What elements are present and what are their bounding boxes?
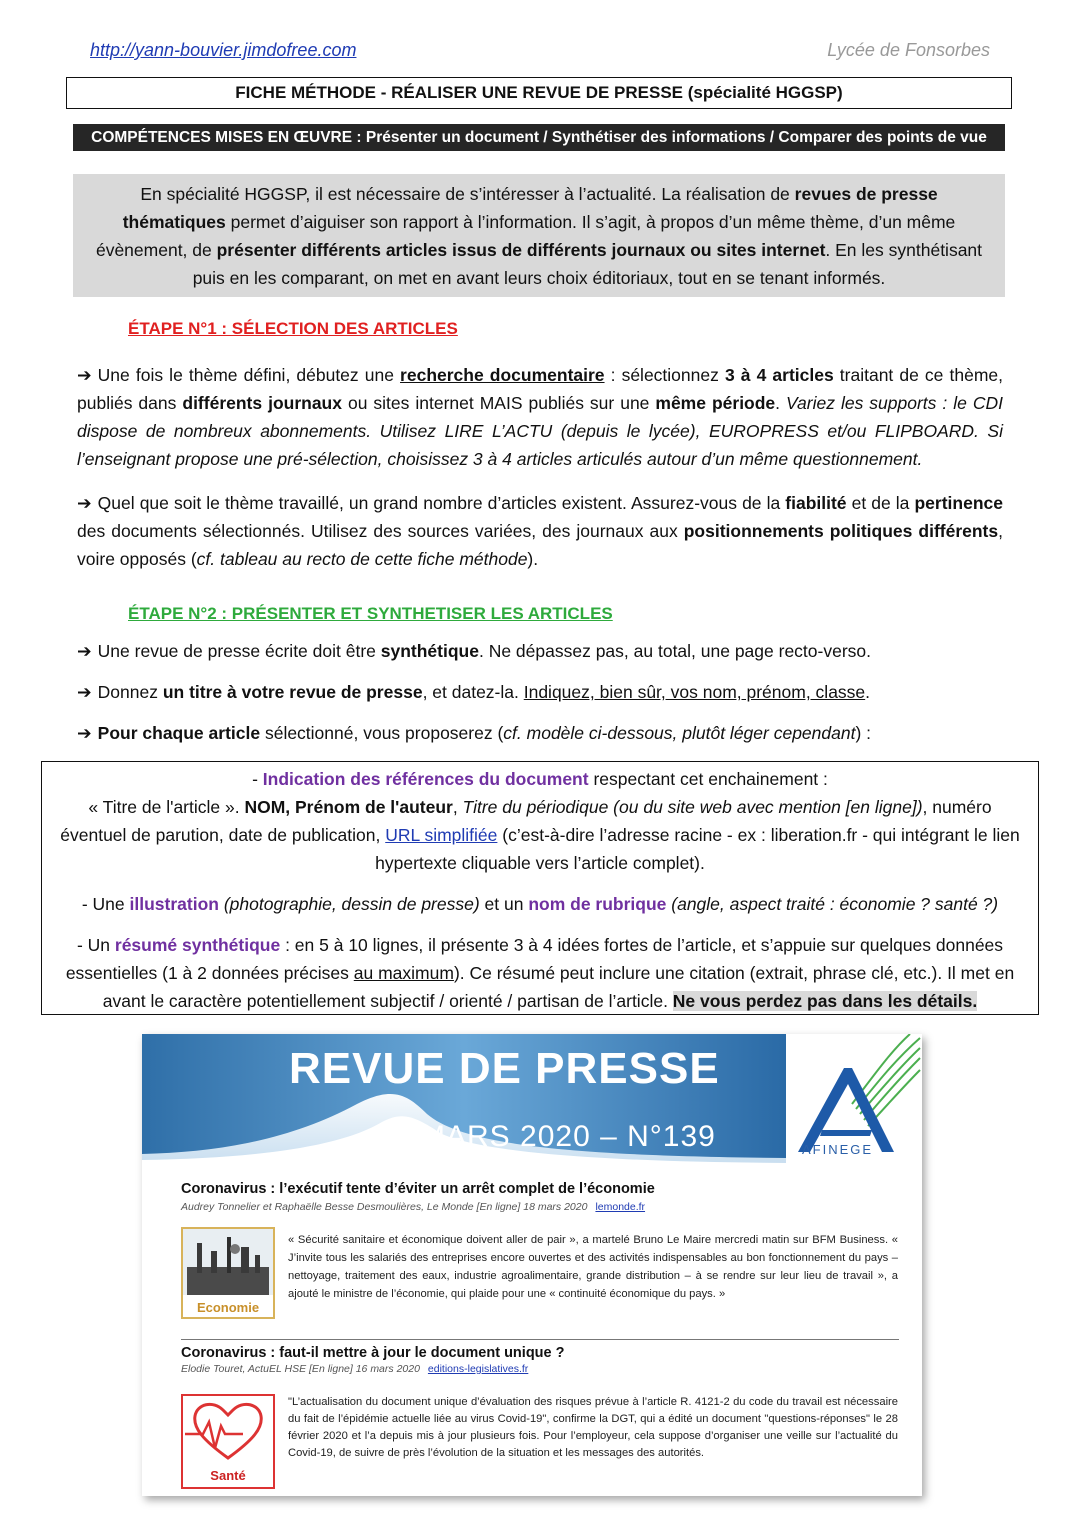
text: (c’est-à-dire l’adresse racine - ex : liberation.fr - qui intégrant le lien hypertexte cliquable vers l’article complet). bbox=[375, 825, 1020, 873]
meta-text: Elodie Touret, ActuEL HSE [En ligne] 16 mars 2020 bbox=[181, 1363, 420, 1375]
text-bold: même période bbox=[655, 393, 776, 413]
text: - Une bbox=[81, 894, 130, 914]
article-2-thumbnail bbox=[181, 1394, 275, 1489]
text: sélectionné, vous proposerez ( bbox=[260, 723, 504, 743]
intro-text: permet d’aiguiser son rapport à l’information. Il s’agit, à propos d’un même thème, d’un même évènement, de bbox=[95, 212, 956, 260]
text-italic: Titre du périodique (ou du site web avec mention [en ligne]) bbox=[462, 797, 923, 817]
article-2-category: Santé bbox=[210, 1468, 246, 1483]
ref-line-1 bbox=[56, 765, 1024, 793]
arrow-icon: ➔ bbox=[77, 682, 92, 702]
text-italic: cf. tableau au recto de cette fiche méthode bbox=[196, 549, 528, 569]
text: - Un bbox=[76, 935, 115, 955]
text-bold: 3 à 4 articles bbox=[724, 365, 834, 385]
article-2-title: Coronavirus : faut-il mettre à jour le document unique ? bbox=[181, 1345, 565, 1361]
text: , bbox=[452, 797, 463, 817]
text-bold: pertinence bbox=[914, 493, 1003, 513]
arrow-icon: ➔ bbox=[77, 641, 92, 661]
text-purple: résumé synthétique bbox=[114, 935, 281, 955]
text-underline: Indiquez, bien sûr, vos nom, prénom, classe bbox=[523, 682, 866, 702]
article-2-body: "L’actualisation du document unique d’évaluation des risques prévue à l’article R. 4121-2 du code du travail est nécessaire du fait de l’épidémie actuelle liée au virus Covid-19", confirme la DGT, qui a édité un document "questions-réponses" le 28 février 2020 et l’a depuis mis à jour plusieurs fois. Pour l’employeur, cela suppose d’organiser une veille sur l’actualité du Covid-19, de suivre de près l’évolution de la situation et les messages des autorités. bbox=[288, 1396, 898, 1459]
step2-bullet-3 bbox=[77, 719, 1007, 747]
meta-text: Audrey Tonnelier et Raphaëlle Besse Desmoulières, Le Monde [En ligne] 18 mars 2020 bbox=[181, 1201, 588, 1213]
revue-subtitle: MARS 2020 – N°139 bbox=[420, 1120, 716, 1153]
text: , numéro éventuel de parution, date de publication, bbox=[60, 797, 992, 845]
intro-text: En spécialité HGGSP, il est nécessaire de s’intéresser à l’actualité. La réalisation de bbox=[140, 184, 795, 204]
text: . bbox=[865, 682, 871, 702]
text: . bbox=[775, 393, 787, 413]
text: ). Ce résumé peut inclure une citation (extrait, phrase clé, etc.). Il met en avant le caractère potentiellement subjectif / orienté / partisan de l’article. bbox=[102, 963, 1015, 1011]
intro-bold: revues de presse thématiques bbox=[122, 184, 938, 232]
intro-text: . En les synthétisant puis en les comparant, on met en avant leurs choix éditoriaux, tout en se tenant informés. bbox=[192, 240, 983, 288]
arrow-icon: ➔ bbox=[77, 493, 92, 513]
text-bold: Pour chaque article bbox=[97, 723, 261, 743]
text-purple: nom de rubrique bbox=[528, 894, 667, 914]
school-name: Lycée de Fonsorbes bbox=[827, 40, 990, 60]
ref-line-3 bbox=[56, 890, 1024, 918]
step1-paragraph-1 bbox=[77, 361, 1003, 473]
text-italic: Variez les supports : le CDI dispose de nombreux abonnements. Utilisez LIRE L’ACTU (depuis le lycée), EUROPRESS et/ou FLIPBOARD. Si l’enseignant propose une pré-sélection, choisissez 3 à 4 articles articulés autour d’un même questionnement. bbox=[77, 393, 1003, 469]
text-bold: recherche documentaire bbox=[400, 365, 605, 385]
text: . Ne dépassez pas, au total, une page recto-verso. bbox=[478, 641, 872, 661]
article-2-link[interactable]: editions-legislatives.fr bbox=[427, 1363, 529, 1375]
text: ). bbox=[527, 549, 539, 569]
article-1-thumbnail bbox=[181, 1227, 275, 1319]
text-purple: Indication des références du document bbox=[262, 769, 589, 789]
text-bold: fiabilité bbox=[785, 493, 847, 513]
text: Une fois le thème défini, débutez une bbox=[97, 365, 401, 385]
text-underline: au maximum bbox=[353, 963, 454, 983]
factory-icon bbox=[183, 1229, 273, 1295]
text-italic: (photographie, dessin de presse) bbox=[218, 894, 480, 914]
step2-bullet-2 bbox=[77, 678, 1007, 706]
step2-bullet-1 bbox=[77, 637, 1007, 665]
ref-line-4 bbox=[56, 931, 1024, 1015]
logo-text: AFINEGE bbox=[802, 1142, 874, 1157]
press-review-sample bbox=[142, 1034, 922, 1496]
text: , et datez-la. bbox=[422, 682, 524, 702]
text: ) : bbox=[855, 723, 872, 743]
url-link[interactable]: URL simplifiée bbox=[385, 825, 498, 845]
step2-title: ÉTAPE N°2 : PRÉSENTER ET SYNTHETISER LES ARTICLES bbox=[128, 604, 613, 623]
step1-paragraph-2 bbox=[77, 489, 1003, 573]
text: « Titre de l'article ». bbox=[88, 797, 245, 817]
article-1-link[interactable]: lemonde.fr bbox=[595, 1201, 646, 1213]
heart-pulse-icon bbox=[183, 1396, 273, 1466]
text: : en 5 à 10 lignes, il présente 3 à 4 idées fortes de l’article, et s’appuie sur quelques données essentielles (1 à 2 données précises bbox=[65, 935, 1004, 983]
text: traitant de ce thème, publiés dans bbox=[77, 365, 1003, 413]
divider bbox=[181, 1339, 899, 1340]
arrow-icon: ➔ bbox=[77, 723, 92, 743]
text-bold: NOM, Prénom de l'auteur bbox=[244, 797, 453, 817]
text: Quel que soit le thème travaillé, un grand nombre d’articles existent. Assurez-vous de la bbox=[97, 493, 786, 513]
text-italic: (angle, aspect traité : économie ? santé ?) bbox=[666, 894, 999, 914]
article-1-meta bbox=[181, 1201, 645, 1213]
arrow-icon: ➔ bbox=[77, 365, 92, 385]
page-title: FICHE MÉTHODE - RÉALISER UNE REVUE DE PRESSE (spécialité HGGSP) bbox=[66, 77, 1012, 109]
text: , voire opposés ( bbox=[77, 521, 1003, 569]
text: et de la bbox=[846, 493, 915, 513]
ref-line-2 bbox=[56, 793, 1024, 877]
text-bold: un titre à votre revue de presse bbox=[162, 682, 423, 702]
text: Donnez bbox=[97, 682, 163, 702]
text: et un bbox=[479, 894, 529, 914]
text-italic: cf. modèle ci-dessous, plutôt léger cependant bbox=[503, 723, 856, 743]
text: : sélectionnez bbox=[604, 365, 725, 385]
text-purple: illustration bbox=[129, 894, 219, 914]
revue-title: REVUE DE PRESSE bbox=[289, 1044, 720, 1093]
competences-bar: COMPÉTENCES MISES EN ŒUVRE : Présenter un document / Synthétiser des informations / Comparer des points de vue bbox=[73, 124, 1005, 151]
header-link[interactable]: http://yann-bouvier.jimdofree.com bbox=[90, 40, 357, 60]
step1-title: ÉTAPE N°1 : SÉLECTION DES ARTICLES bbox=[128, 319, 458, 338]
intro-bold: présenter différents articles issus de différents journaux ou sites internet bbox=[216, 240, 826, 260]
text: - bbox=[252, 769, 263, 789]
text-bold: positionnements politiques différents bbox=[683, 521, 999, 541]
article-1-category: Economie bbox=[196, 1300, 260, 1315]
text-bold: synthétique bbox=[380, 641, 479, 661]
text-highlight: Ne vous perdez pas dans les détails. bbox=[672, 991, 978, 1011]
article-1-body: « Sécurité sanitaire et économique doivent aller de pair », a martelé Bruno Le Maire mercredi matin sur BFM Business. « J’invite tous les salariés des entreprises encore ouvertes et des activités indispensables au bon fonctionnement du pays – nettoyage, traitement des eaux, industrie agroalimentaire, grande distribution – à se rendre sur leur lieu de travail », a ajouté le ministre de l’économie, qui plaide pour une « continuité économique du pays. » bbox=[288, 1234, 898, 1300]
text-bold: différents journaux bbox=[182, 393, 342, 413]
text: ou sites internet MAIS publiés sur une bbox=[341, 393, 656, 413]
article-2-meta bbox=[181, 1363, 528, 1375]
text: des documents sélectionnés. Utilisez des sources variées, des journaux aux bbox=[77, 521, 684, 541]
references-box bbox=[41, 761, 1039, 1015]
intro-box bbox=[73, 174, 1005, 297]
text: Une revue de presse écrite doit être bbox=[97, 641, 381, 661]
text: respectant cet enchainement : bbox=[588, 769, 828, 789]
article-1-title: Coronavirus : l’exécutif tente d’éviter un arrêt complet de l’économie bbox=[181, 1181, 655, 1197]
